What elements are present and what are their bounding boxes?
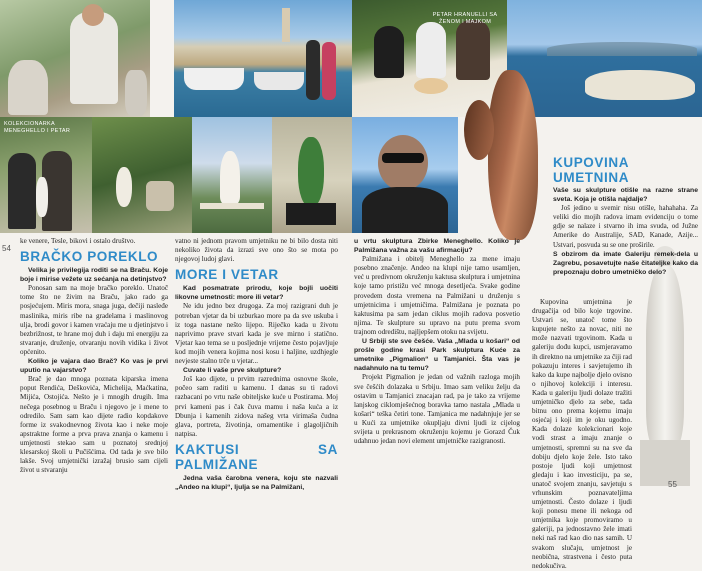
- section-heading: KUPOVINA UMETNINA: [553, 155, 630, 185]
- text-column-2: [175, 237, 338, 499]
- question: Vaše su skulpture otišle na razne strane sveta. Koja je otišla najdalje?: [553, 187, 698, 204]
- photo-caption: PETAR HRANUELLI SA ŽENOM I MAJKOM: [432, 12, 498, 25]
- paragraph: Palmižana i obitelj Meneghello za mene imaju posebno značenje. Andeo na klupi nije tamo usamljen, već u predivnom okruženju kaktusa skulptura i umjetnina koje tamo pristižu već mnoga desetljeća. Svake godine provedem dosta vremena na Palmižani u druženju s umjetnicima i umjetničima. Palmižana je poznata po kaktusima pa sam jedan ciklus mojih radova posvetio njima. Te skulpture su upravo na putu prema svom trajnom odredištu, najljepšem otoku na svijetu.: [354, 255, 520, 336]
- photo-sculptor-working: [0, 0, 150, 117]
- paragraph: ke venere, Tesle, bikovi i ostalo društvo.: [20, 237, 136, 245]
- photo-collector-with-petar: [0, 117, 92, 233]
- photo-venera-on-bench: [192, 117, 272, 233]
- question: Jedna vaša čarobna venera, koju ste nazvali „Andeo na klupi“, ljulja se na Palmižani,: [175, 474, 338, 491]
- photo-caption: KOLEKCIONARKA MENEGHELLO I PETAR: [4, 121, 71, 134]
- section-heading: MORE I VETAR: [175, 267, 279, 283]
- paragraph: vatno ni jednom pravom umjetniku ne bi bilo dosta niti nekoliko života da izrazi sve ono što se mota po njegovoj ludoj glavi.: [175, 237, 338, 264]
- page-number-right: 55: [668, 480, 677, 489]
- question: S obzirom da imate Galeriju remek-dela u Zagrebu, posavetujte naše čitateljke kako da prepoznaju dobro umetničko delo?: [553, 250, 698, 276]
- photo-harbor-couple: [174, 0, 360, 117]
- paragraph: Još jedino u svemir nisu otišle, hahahaha. Za veliki dio mojih radova imam evidenciju o tome gdje se nalaze i stvarno ih ima svuda, od Južne Amerike do Australije, SAD, Kanade, Azije... Ustvari, posvuda su se one proširile.: [553, 204, 698, 249]
- question: Cuvate li vaše prve skulpture?: [183, 367, 282, 375]
- photo-garden-sculptures: [92, 117, 192, 233]
- question: u vrtu skulptura Zbirke Meneghello. Koliko je Palmižana važna za vašu afirmaciju?: [354, 238, 520, 255]
- text-column-1: [20, 237, 168, 499]
- page-number-left: 54: [2, 244, 11, 253]
- section-heading: KAKTUSI SA PALMIŽANE: [175, 441, 338, 472]
- paragraph: Projekt Pigmalion je jedan od važnih razloga mojih sve češćih dolazaka u Srbiju. Imao sam veliku želju da ostavim u Tamjanici znacajan rad, pa je tako za vrijeme lanjskog ciklomješećnog boravka tamo nastala „Mlada u košari“ teška četiri tone. Tamjanica me nadahnjuje jer se u Kući za umjetnike okupljaju divni ljudi iz cijelog svijeta u prekrasnom okruženju kojemu je Gorazd Čuk udahnuo jedan novi element umjetničke razigranosti.: [354, 373, 520, 446]
- photo-cactus-sculpture: [272, 117, 352, 233]
- paragraph: Brač je dao mnoga poznata kiparska imena poput Rendića, Deškovića, Michelija, Maćkatina, Mijića, Ostojića. Nešto je i mnogih drugih. Ima nečega posebnog u Braču i njegovo je i mene to odredilo. Sam sam kao dijete radio kopdakove forme iz svakodnevnog života kao i neke moje apstraktne forme a prva prava znanja o kamenu i umjetnosti stekao sam u poznatoj srednjoj klesarskoj školi u Pučišćima. Od tada je sve bilo lakše. Svoj umjetnički izražaj brusio sam cijeli život u stvaranju: [20, 375, 168, 475]
- photo-petar-portrait: [352, 117, 458, 233]
- text-column-4: [532, 298, 632, 570]
- question: U Srbiji ste sve češće. Vaša „Mlada u košari“ od prošle godine krasi Park skulptura Kuće za umetnike „Pigmalion“ u Tamjanici. Šta vas je nadahnulo na tu temu?: [354, 338, 520, 373]
- text-column-4-top: [553, 155, 698, 277]
- question: Velika je privilegija roditi se na Braču. Koje boje i mirise vežete uz sećanja na detinjstvo?: [20, 267, 168, 284]
- photo-white-sculpture: [636, 240, 694, 490]
- paragraph: Još kao dijete, u prvim razrednima osnovne škole, počeo sam raditi u kamenu. I danas su ti radovi razbacani po vrtu naše obiteljske kuće u Postirama. Moj prvi kameni pas i čak čuva mamu i naša kuća a iz Dbunja i kamenih zidova našeg vrta virimaša čudna glava, portreta, životinja, ornamentike i glagoljičnih natpisa.: [175, 375, 338, 438]
- photo-bronze-sculpture: [458, 60, 558, 238]
- paragraph: Kupovina umjetnina je drugačija od bilo koje trgovine. Ustvari se, unatoč tome što kupujete nešto za novac, niti ne može nazvati trgovinom. Kada u galeriju dođu kupci, usmjeravamo ih direktno na umjetnike za čiji rad pokazuju interes i savjetujemo ih kako da kupe najbolje djelo ovisno o njihovoj kolekciji i interesu. Kada u galeriju ljudi dolaze tražiti umjetničko djelo za sebe, tada bitnu ono prema kojemu imaju osjećaj i koji im je oku ugodno. Kada dolaze kolekcionari koje vodi strast a imaju znanje o umjetnosti, spremni su na sve da dobiju djelo koje žele. Isto tako postoje ljudi koji umjetnost gledaju i kao investiciju, pa se, unatoč svojem znanju, savjetuju s vrhunskim poznavateljima umjetnosti. Često dolaze i ljudi koji ponesu mene ili nekoga od umjetnika koje promoviramo u galeriji, pa jednostavno žele imati neki naš rad kao dio nas samih. U svakom slučaju, umjetnost je neobična, strastvena i često puta nedokučiva.: [532, 298, 632, 570]
- section-heading: BRAČKO POREKLO: [20, 249, 159, 265]
- paragraph: Ponosan sam na moje bračko poreklo. Unatoč tome što ne živim na Braču, jako rado ga posjećujem. Miris mora, snaga juga, dečiji nasleđe maslinika, miris ribe na gradelama i maslinovog ulja, brodi govor i kamen vraćaju me u djetinjstvo i bezbrižnost, te hrane moj duh i daju mi energiju za stvaranje, druženje, otvaranju novih vidika i život općenito.: [20, 284, 168, 356]
- question: Koliko je vajara dao Brač? Ko vas je prvi uputio na vajarstvo?: [20, 358, 168, 375]
- question: Kad posmatrate prirodu, koje bojli uočiti likovne umetnosti: more ili vetar?: [175, 285, 338, 302]
- paragraph: Ne idu jedno bez drugoga. Za moj razigrani duh je potreban vjetar da bi uzburkao more pa da sve uskuba i iz toga nastane nešto lijepo. Riječko kada u životu naprivimo prave stvari kada je sve mirno i statično. Vjetar kao tema se u posljednje vrijeme često pojavljuje kod mojih venera kojima nosi kosu i haljine, uzdhjegle nevjeste stalno trče u vjetar...: [175, 302, 338, 366]
- text-column-3: [354, 237, 520, 499]
